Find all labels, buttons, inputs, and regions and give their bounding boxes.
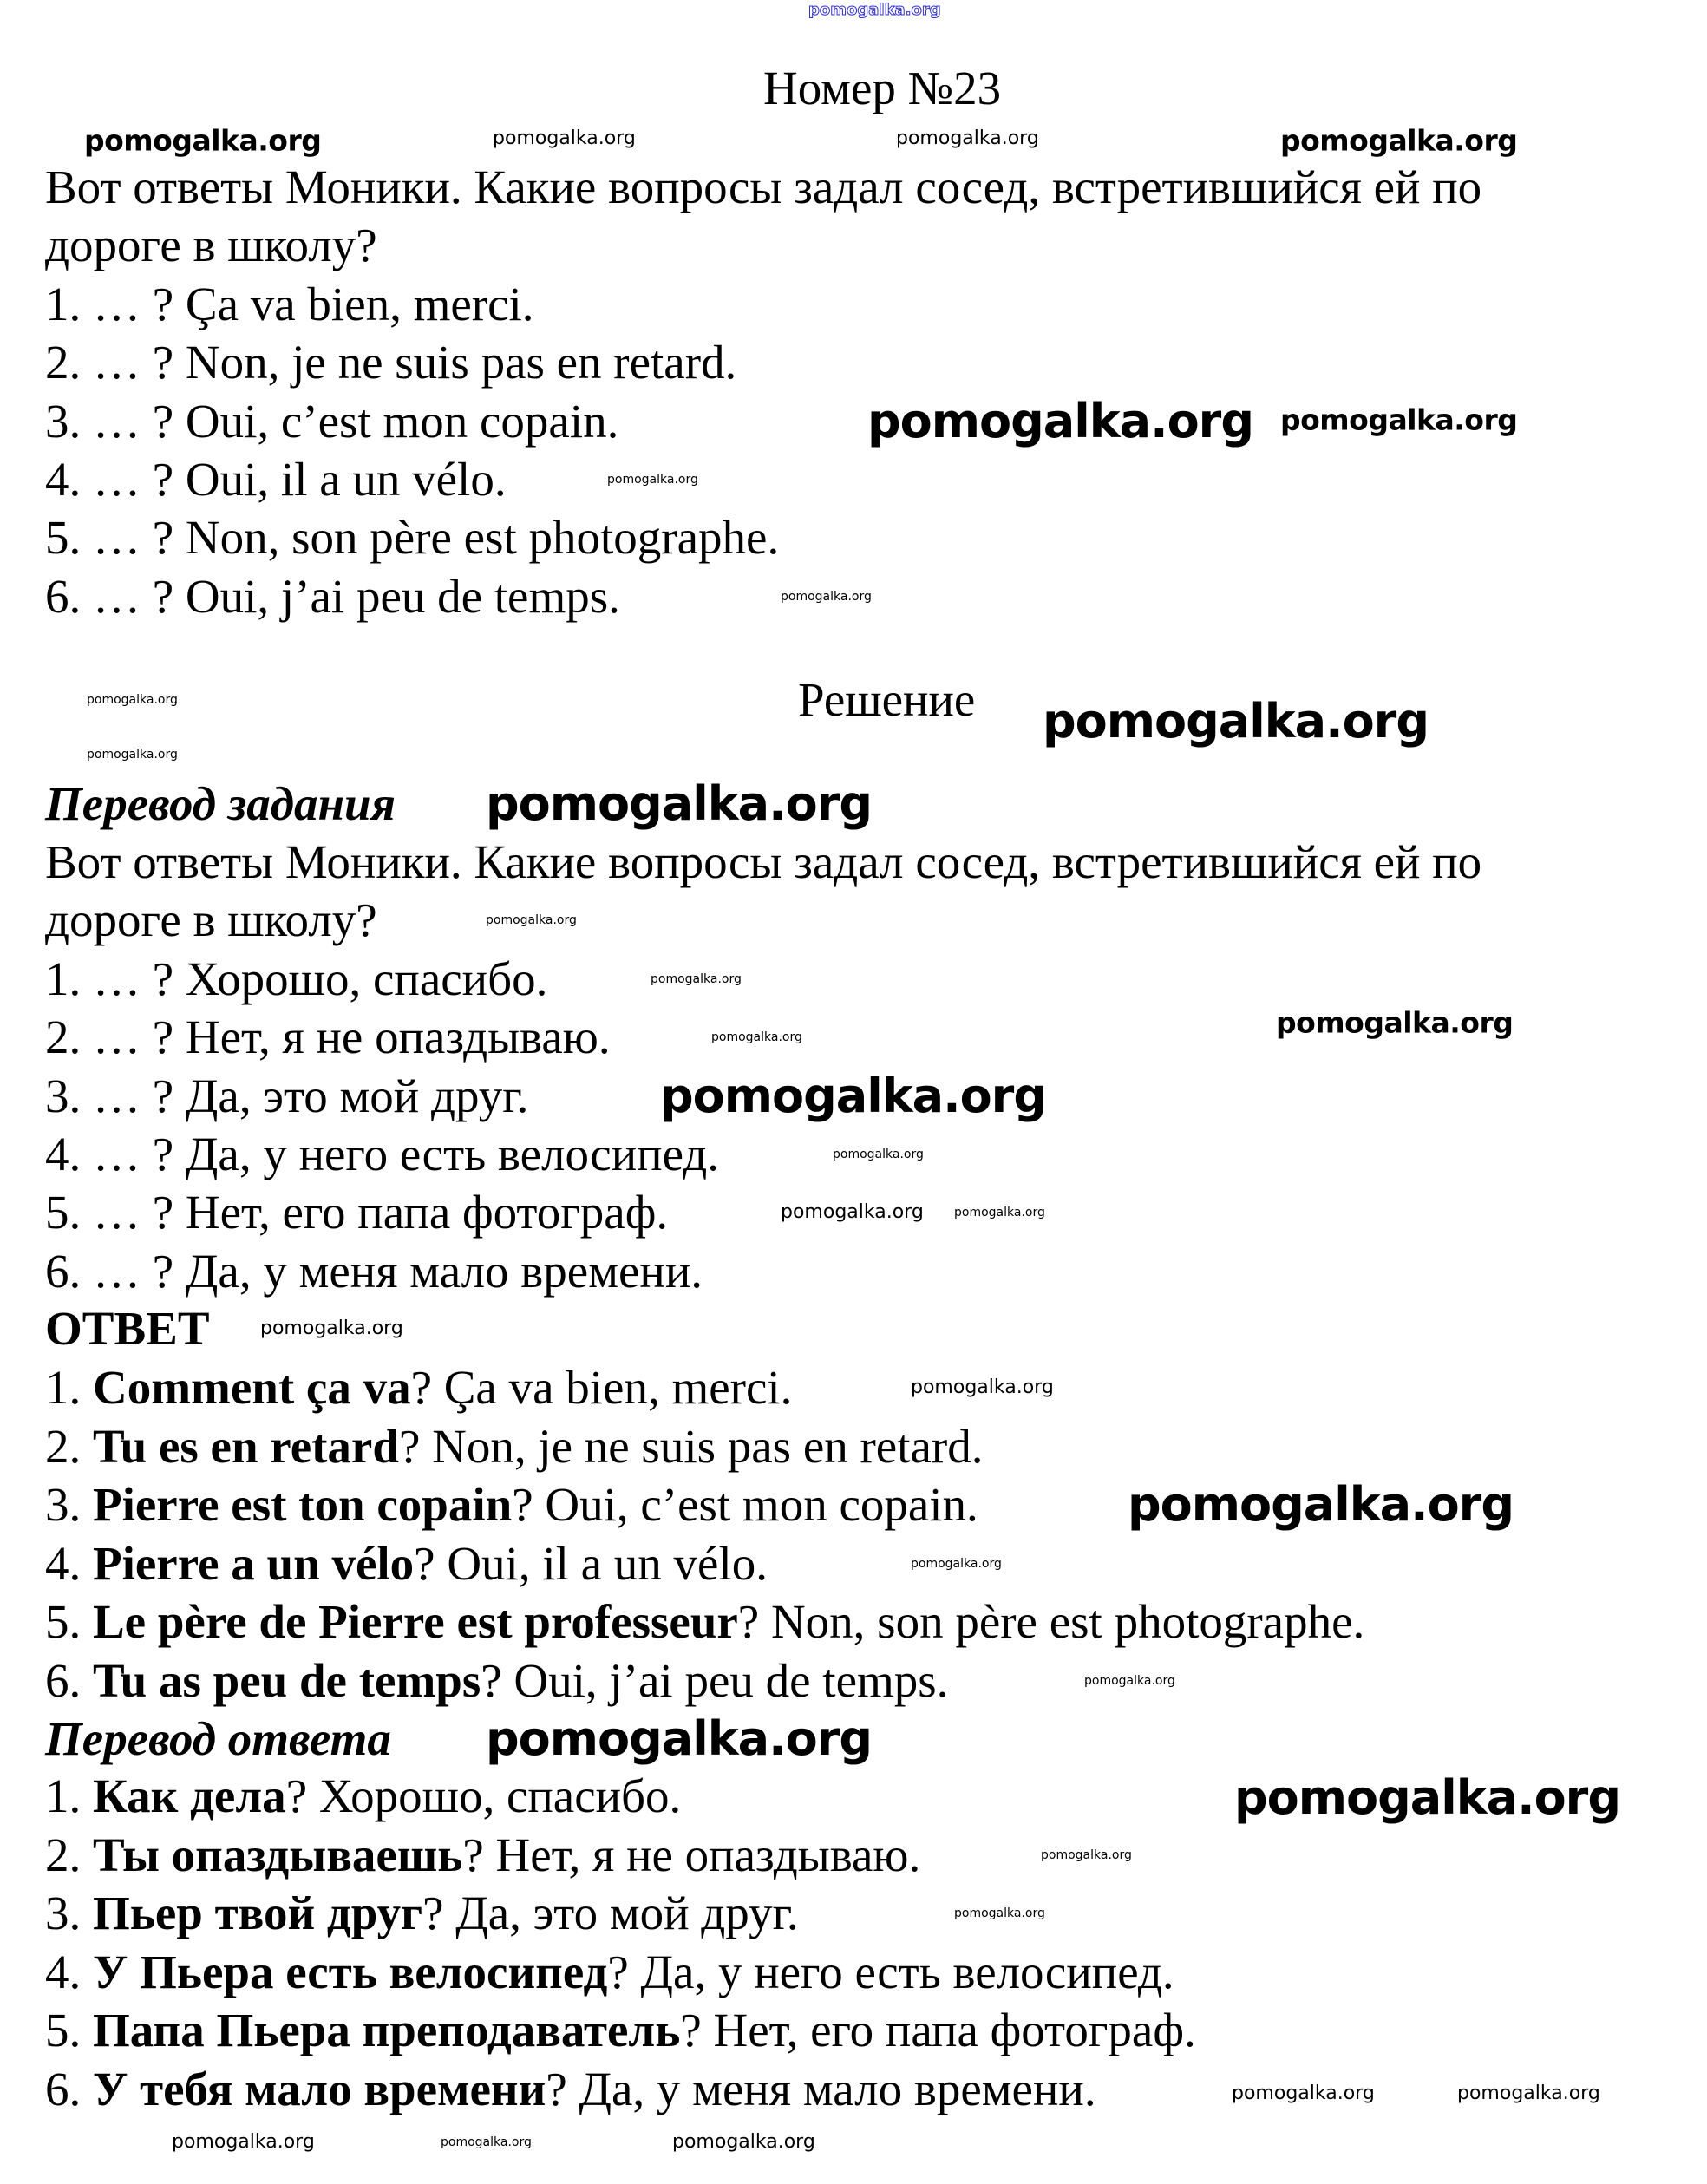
reply-text: ? Нет, я не опаздываю.	[462, 1828, 921, 1881]
watermark: pomogalka.org	[486, 1711, 872, 1766]
text-line: Вот ответы Моники. Какие вопросы задал сосед, встретившийся ей по	[45, 835, 1482, 888]
watermark: pomogalka.org	[1276, 1005, 1514, 1040]
question-text: У тебя мало времени	[93, 2063, 546, 2115]
watermark: pomogalka.org	[1234, 1770, 1620, 1825]
text-line: 4. … ? Oui, il a un vélo.	[45, 453, 507, 506]
watermark: pomogalka.org	[87, 693, 178, 707]
reply-text: ? Хорошо, спасибо.	[285, 1769, 682, 1822]
task-translation-heading: Перевод задания	[45, 777, 396, 830]
watermark: pomogalka.org	[493, 128, 636, 149]
question-text: Папа Пьера преподаватель	[93, 2004, 681, 2057]
text-line: 5. … ? Non, son père est photographe.	[45, 511, 780, 565]
watermark: pomogalka.org	[911, 1557, 1002, 1571]
solution-heading: Решение	[798, 673, 976, 726]
watermark: pomogalka.org	[808, 1, 941, 19]
reply-text: ? Нет, его папа фотограф.	[680, 2004, 1196, 2057]
answer-line	[45, 1827, 920, 1884]
watermark: pomogalka.org	[1043, 694, 1429, 749]
text-line: дороге в школу?	[45, 219, 377, 272]
watermark: pomogalka.org	[660, 1069, 1046, 1123]
watermark: pomogalka.org	[172, 2131, 315, 2153]
watermark: pomogalka.org	[896, 128, 1039, 149]
answer-line	[45, 1944, 1174, 2001]
question-text: Le père de Pierre est professeur	[93, 1595, 738, 1649]
line-number: 1.	[45, 1769, 93, 1822]
text-line: 6. … ? Oui, j’ai peu de temps.	[45, 569, 620, 623]
line-number: 1.	[45, 1361, 93, 1414]
reply-text: ? Да, у него есть велосипед.	[607, 1945, 1174, 1998]
line-number: 5.	[45, 1595, 93, 1649]
text-line: Вот ответы Моники. Какие вопросы задал сосед, встретившийся ей по	[45, 160, 1482, 213]
text-line: 5. … ? Нет, его папа фотограф.	[45, 1186, 669, 1239]
text-line: 6. … ? Да, у меня мало времени.	[45, 1244, 703, 1298]
watermark: pomogalka.org	[441, 2135, 532, 2149]
text-line: дороге в школу?	[45, 893, 377, 947]
line-number: 6.	[45, 1654, 93, 1707]
reply-text: ? Non, je ne suis pas en retard.	[398, 1419, 984, 1473]
watermark: pomogalka.org	[954, 1906, 1045, 1920]
watermark: pomogalka.org	[1232, 2083, 1375, 2104]
text-line: 1. … ? Хорошо, спасибо.	[45, 951, 548, 1005]
answer-line	[45, 1476, 978, 1533]
answer-line	[45, 1535, 768, 1592]
question-text: У Пьера есть велосипед	[93, 1945, 608, 1998]
question-text: Пьер твой друг	[93, 1886, 423, 1940]
watermark: pomogalka.org	[954, 1206, 1045, 1220]
answer-line	[45, 1593, 1364, 1651]
answer-translation-heading: Перевод ответа	[45, 1712, 391, 1765]
text-line: 4. … ? Да, у него есть велосипед.	[45, 1128, 720, 1180]
question-text: Ты опаздываешь	[93, 1828, 463, 1881]
answer-line	[45, 1418, 983, 1475]
answer-line	[45, 2002, 1196, 2059]
reply-text: ? Да, это мой друг.	[422, 1886, 799, 1940]
line-number: 3.	[45, 1886, 93, 1940]
watermark: pomogalka.org	[1280, 402, 1518, 437]
text-line: 3. … ? Oui, c’est mon copain.	[45, 394, 619, 448]
question-text: Pierre est ton copain	[93, 1478, 513, 1532]
watermark: pomogalka.org	[84, 123, 322, 158]
reply-text: ? Oui, il a un vélo.	[414, 1536, 768, 1590]
question-text: Tu es en retard	[93, 1419, 399, 1473]
watermark: pomogalka.org	[1457, 2083, 1600, 2104]
reply-text: ? Да, у меня мало времени.	[546, 2063, 1096, 2115]
watermark: pomogalka.org	[1084, 1674, 1175, 1688]
answer-line	[45, 2061, 1096, 2118]
reply-text: ? Ça va bien, merci.	[410, 1361, 793, 1414]
watermark: pomogalka.org	[651, 972, 742, 986]
line-number: 3.	[45, 1478, 93, 1532]
watermark: pomogalka.org	[867, 394, 1253, 448]
line-number: 2.	[45, 1828, 93, 1881]
line-number: 5.	[45, 2004, 93, 2057]
watermark: pomogalka.org	[911, 1376, 1054, 1398]
watermark: pomogalka.org	[1280, 123, 1518, 158]
line-number: 6.	[45, 2063, 93, 2115]
answer-line	[45, 1768, 681, 1825]
watermark: pomogalka.org	[711, 1030, 802, 1044]
watermark: pomogalka.org	[486, 913, 577, 927]
watermark: pomogalka.org	[87, 748, 178, 762]
watermark: pomogalka.org	[672, 2131, 815, 2153]
watermark: pomogalka.org	[1128, 1477, 1514, 1532]
reply-text: ? Oui, j’ai peu de temps.	[481, 1654, 949, 1707]
watermark: pomogalka.org	[486, 776, 872, 831]
question-text: Tu as peu de temps	[93, 1654, 481, 1707]
watermark: pomogalka.org	[260, 1318, 403, 1339]
reply-text: ? Oui, c’est mon copain.	[512, 1478, 978, 1532]
question-text: Comment ça va	[93, 1361, 411, 1414]
watermark: pomogalka.org	[781, 590, 872, 604]
question-text: Pierre a un vélo	[93, 1536, 415, 1590]
line-number: 2.	[45, 1419, 93, 1473]
answer-line	[45, 1652, 948, 1710]
line-number: 4.	[45, 1945, 93, 1998]
watermark: pomogalka.org	[781, 1201, 924, 1223]
page-title: Номер №23	[763, 62, 1002, 114]
text-line: 2. … ? Нет, я не опаздываю.	[45, 1010, 611, 1064]
question-text: Как дела	[93, 1769, 286, 1822]
watermark: pomogalka.org	[833, 1148, 924, 1161]
text-line: 3. … ? Да, это мой друг.	[45, 1069, 529, 1122]
text-line: 1. … ? Ça va bien, merci.	[45, 277, 534, 330]
line-number: 4.	[45, 1536, 93, 1590]
answer-line	[45, 1885, 799, 1942]
text-line: 2. … ? Non, je ne suis pas en retard.	[45, 336, 737, 389]
reply-text: ? Non, son père est photographe.	[737, 1595, 1365, 1649]
watermark: pomogalka.org	[1041, 1848, 1132, 1862]
answer-line	[45, 1359, 792, 1416]
answer-heading: ОТВЕТ	[45, 1302, 210, 1355]
watermark: pomogalka.org	[607, 473, 698, 487]
